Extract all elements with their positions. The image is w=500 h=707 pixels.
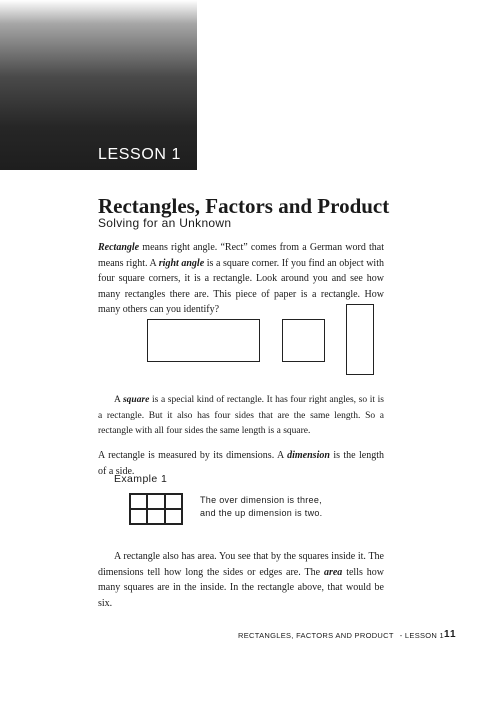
- term-right-angle: right angle: [158, 257, 205, 269]
- wide-rectangle-figure: [147, 319, 260, 362]
- grid-cell: [147, 509, 164, 524]
- lesson-reference: - LESSON 1: [399, 631, 444, 640]
- paragraph-text: is a special kind of rectangle. It has four right angles, so it is a rectangle. But it also has four sides that are the same length. So a rectangle with all four sides the same length is a square.: [98, 395, 384, 436]
- page-title: Rectangles, Factors and Product: [98, 194, 390, 218]
- page-number: 11: [444, 629, 457, 640]
- running-head: RECTANGLES, FACTORS AND PRODUCT: [238, 631, 394, 640]
- paragraph-text: A rectangle also has area. You see that by the squares inside it. The dimensions tell how long the sides or edges are. The: [98, 551, 384, 578]
- term-square: square: [122, 395, 150, 405]
- grid-cell: [130, 494, 147, 509]
- paragraph-text: A rectangle is measured by its dimensions. A: [98, 450, 288, 461]
- paragraph-rectangle-definition: [98, 240, 384, 318]
- example-caption: [200, 494, 322, 520]
- lesson-banner: [0, 0, 197, 170]
- square-figure: [282, 319, 325, 362]
- term-area: area: [323, 566, 343, 578]
- paragraph-text: is the length of a side.: [98, 450, 385, 477]
- paragraph-text: means right angle. “Rect” comes from a German word that means right. A: [98, 242, 384, 269]
- grid-cell: [147, 494, 164, 509]
- paragraph-area-definition: [98, 549, 384, 611]
- grid-cell: [130, 509, 147, 524]
- paragraph-text: is a square corner. If you find an object with four square corners, it is a rectangle. Look around you and see how many rectangles there are. This piece of paper is a rectangle. How many others can you identify?: [98, 257, 384, 315]
- term-dimension: dimension: [287, 450, 330, 461]
- paragraph-square-definition: [98, 393, 384, 440]
- example-caption-line: The over dimension is three,: [200, 495, 322, 505]
- term-rectangle: Rectangle: [98, 242, 140, 253]
- tall-rectangle-figure: [346, 304, 374, 375]
- example-label: Example 1: [114, 473, 168, 485]
- grid-cell: [165, 509, 182, 524]
- grid-cell: [165, 494, 182, 509]
- example-caption-line: and the up dimension is two.: [200, 508, 323, 518]
- page-subtitle: Solving for an Unknown: [98, 216, 232, 230]
- running-footer: [238, 631, 444, 640]
- lesson-label: LESSON 1: [98, 146, 182, 163]
- paragraph-text: A: [114, 395, 123, 405]
- example-grid-rectangle: [129, 493, 183, 525]
- paragraph-text: tells how many squares are in the inside. In the rectangle above, that would be six.: [98, 566, 385, 609]
